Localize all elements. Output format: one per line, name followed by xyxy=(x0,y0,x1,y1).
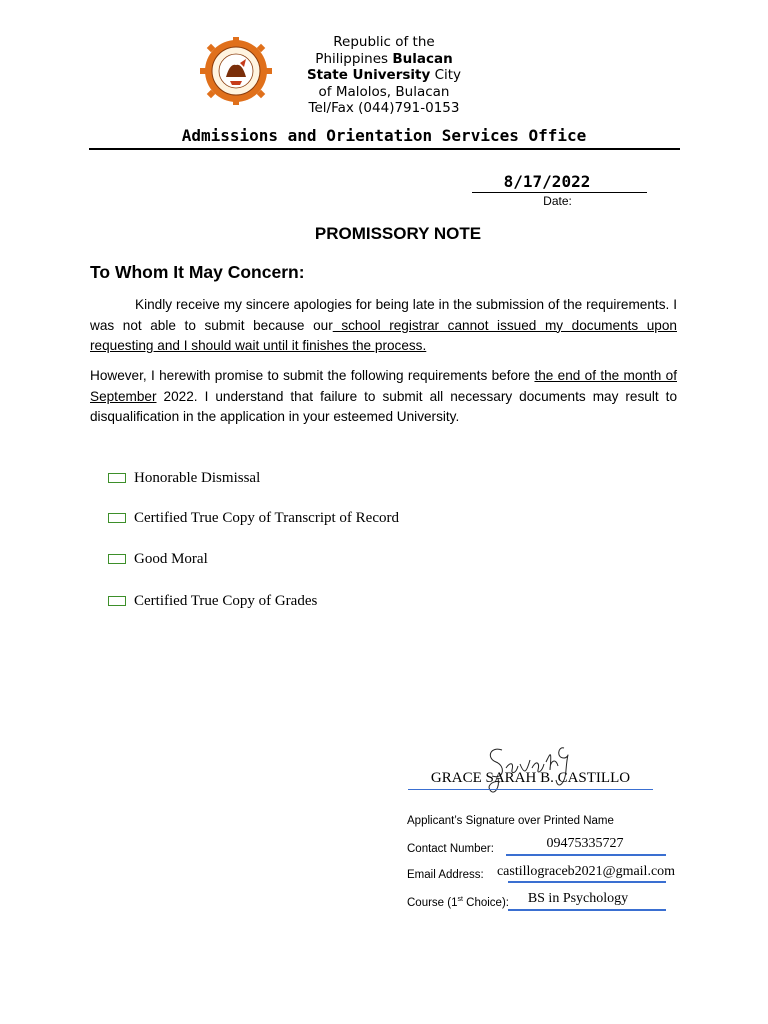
requirement-item xyxy=(108,591,317,611)
header-line-1: Republic of the xyxy=(333,34,435,50)
date-underline xyxy=(472,192,647,193)
university-seal-icon xyxy=(200,37,272,105)
contact-number-line xyxy=(506,854,666,856)
requirement-label: Certified True Copy of Grades xyxy=(134,592,318,609)
course-label xyxy=(407,896,509,909)
university-address xyxy=(292,34,476,117)
checkbox-icon[interactable] xyxy=(108,554,126,564)
paragraph-1-text: Kindly receive my sincere apologies for being late in the submission of the requirements. I was not able to submit because our xyxy=(90,297,677,333)
paragraph-promise xyxy=(90,366,677,428)
header-line-3-plain: City xyxy=(430,67,462,83)
email-address-label: Email Address: xyxy=(407,869,484,881)
course-line xyxy=(508,909,666,911)
header-line-4: of Malolos, Bulacan xyxy=(318,83,450,100)
requirement-item xyxy=(108,468,260,488)
checkbox-icon[interactable] xyxy=(108,596,126,606)
course-label-pre: Course (1 xyxy=(407,896,458,909)
email-address-value: castillograceb2021@gmail.com xyxy=(496,864,676,879)
requirement-label: Honorable Dismissal xyxy=(134,469,261,486)
header-line-2-plain: Philippines xyxy=(315,50,393,67)
course-value: BS in Psychology xyxy=(527,891,629,906)
salutation: To Whom It May Concern: xyxy=(90,262,305,282)
paragraph-2-text-1: However, I herewith promise to submit the following requirements before xyxy=(90,368,535,383)
header-line-5: Tel/Fax (044)791-0153 xyxy=(308,100,460,116)
paragraph-apology xyxy=(90,295,677,357)
checkbox-icon[interactable] xyxy=(108,513,126,523)
email-address-line xyxy=(508,881,666,883)
requirement-item xyxy=(108,549,208,569)
date-label: Date: xyxy=(543,194,572,208)
applicant-printed-name: GRACE SARAH B. CASTILLO xyxy=(430,770,631,786)
date-value: 8/17/2022 xyxy=(503,172,591,191)
header-line-2-bold: Bulacan xyxy=(392,50,453,67)
contact-number-label: Contact Number: xyxy=(407,843,494,855)
signature-line xyxy=(408,789,653,790)
paragraph-2-text-2: 2022. I understand that failure to submit all necessary documents may result to disqualification in the application in your esteemed University. xyxy=(90,388,677,424)
paragraph-2-underlined: the end of the month of September xyxy=(90,368,677,404)
header-line-3-bold: State University xyxy=(306,67,431,83)
requirement-label: Good Moral xyxy=(134,550,208,567)
course-label-post: Choice): xyxy=(462,896,509,909)
checkbox-icon[interactable] xyxy=(108,473,126,483)
requirement-item xyxy=(108,508,399,528)
course-label-sup: st xyxy=(457,896,463,903)
header-divider xyxy=(89,148,680,150)
requirement-label: Certified True Copy of Transcript of Record xyxy=(134,509,399,526)
contact-number-value: 09475335727 xyxy=(546,836,624,851)
paragraph-1-underlined: school registrar cannot issued my documents upon requesting and I should wait until it finishes the process. xyxy=(90,317,677,353)
document-title: PROMISSORY NOTE xyxy=(314,224,482,243)
signature-caption: Applicant’s Signature over Printed Name xyxy=(407,815,614,827)
office-title: Admissions and Orientation Services Office xyxy=(181,126,587,145)
